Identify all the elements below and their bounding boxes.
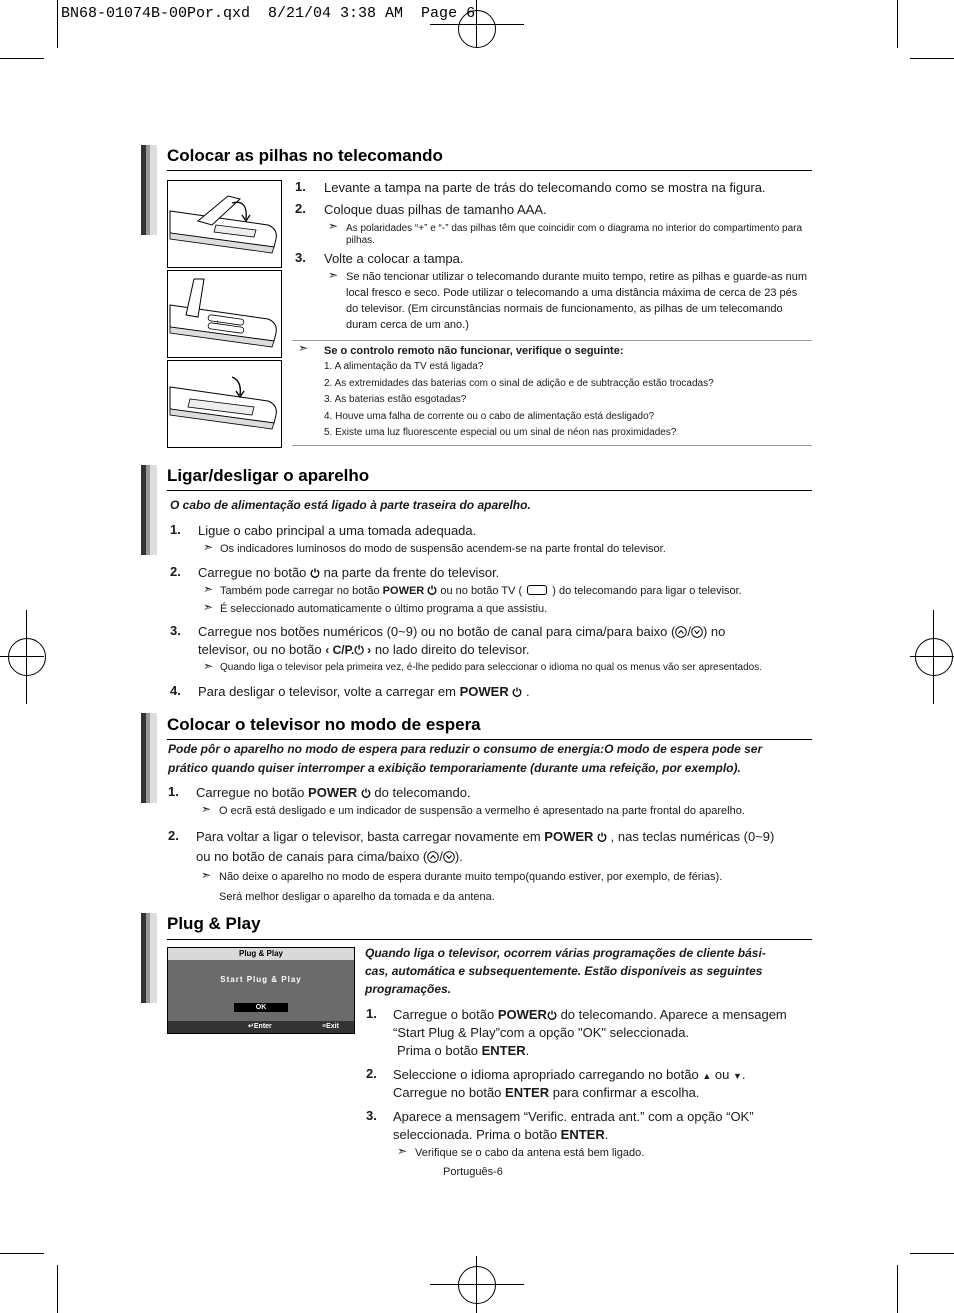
crop-mark — [910, 656, 954, 657]
crop-mark — [897, 1265, 898, 1313]
osd-exit-hint: ≡Exit — [322, 1023, 339, 1030]
osd-plug-and-play — [167, 947, 355, 1034]
section-bar — [141, 913, 157, 1003]
remote-illustration-batteries — [167, 270, 282, 358]
step-text: televisor, ou no botão ‹ C/P.⏻ › no lado direito do televisor. — [198, 642, 530, 657]
note-text: As polaridades “+” e “-” das pilhas têm que coincidir com o diagrama no interior do compartimento para pilhas. — [346, 223, 803, 246]
crop-mark — [26, 610, 27, 704]
section-intro: O cabo de alimentação está ligado à parte traseira do aparelho. — [170, 498, 531, 512]
registration-mark — [915, 638, 953, 676]
note-arrow-icon: ➣ — [203, 659, 214, 673]
section-title: Colocar o televisor no modo de espera — [167, 715, 481, 734]
page-footer: Português-6 — [443, 1166, 503, 1178]
osd-title: Plug & Play — [168, 948, 354, 960]
note-text: Verifique se o cabo da antena está bem ligado. — [415, 1147, 645, 1159]
divider — [292, 445, 812, 446]
power-icon — [547, 1010, 557, 1020]
remote-illustration-close-cover — [167, 360, 282, 448]
crop-mark — [0, 58, 44, 59]
step-text: Aparece a mensagem “Verific. entrada ant.” com a opção “OK” — [393, 1109, 754, 1124]
step-text: Carregue no botão POWER do telecomando. — [196, 785, 471, 800]
step-text: Para desligar o televisor, volte a carregar em POWER . — [198, 684, 530, 699]
step-text: ou no botão de canais para cima/baixo ( / ). — [196, 849, 463, 864]
osd-ok-button[interactable]: OK — [234, 1003, 288, 1012]
check-title: Se o controlo remoto não funcionar, verifique o seguinte: — [324, 345, 624, 357]
section-rule — [167, 490, 812, 491]
note-text: Será melhor desligar o aparelho da tomada e da antena. — [219, 891, 495, 903]
step-text: Carregue no botão ENTER para confirmar a escolha. — [393, 1085, 700, 1100]
crop-mark — [57, 1265, 58, 1313]
remote-illustration-open-cover — [167, 180, 282, 268]
arrow-down-icon: ▼ — [732, 1071, 742, 1081]
crop-mark — [933, 610, 934, 704]
crop-mark — [430, 24, 524, 25]
section-bar — [141, 145, 157, 235]
osd-footer — [168, 1021, 354, 1033]
section-intro: prático quando quiser interromper a exibição temporariamente (durante uma refeição, por exemplo). — [168, 761, 741, 775]
section-title: Colocar as pilhas no telecomando — [167, 146, 443, 165]
channel-down-icon — [443, 851, 455, 863]
step-number: 2. — [295, 201, 306, 216]
note-arrow-icon: ➣ — [201, 868, 212, 882]
step-text: Carregue nos botões numéricos (0~9) ou no botão de canal para cima/para baixo ( / ) no — [198, 624, 726, 639]
channel-up-icon — [427, 851, 439, 863]
note-arrow-icon: ➣ — [203, 582, 214, 596]
cp-button-icon: ‹ C/P.⏻ › — [325, 643, 372, 657]
channel-up-icon — [675, 626, 687, 638]
crop-mark — [0, 1253, 44, 1254]
note-arrow-icon: ➣ — [201, 802, 212, 816]
registration-mark — [458, 10, 496, 48]
step-number: 3. — [366, 1108, 377, 1123]
step-text: Coloque duas pilhas de tamanho AAA. — [324, 202, 547, 217]
check-item: 4. Houve uma falha de corrente ou o cabo de alimentação está desligado? — [324, 411, 655, 422]
step-text: Volte a colocar a tampa. — [324, 251, 464, 266]
channel-down-icon — [691, 626, 703, 638]
step-text: Prima o botão ENTER. — [397, 1043, 530, 1058]
power-icon — [361, 788, 371, 798]
tv-button-icon — [527, 585, 547, 595]
crop-mark — [430, 1284, 524, 1285]
step-number: 3. — [295, 250, 306, 265]
note-text: Não deixe o aparelho no modo de espera durante muito tempo(quando estiver, por exemplo, de férias). — [219, 871, 723, 883]
step-text: Levante a tampa na parte de trás do telecomando como se mostra na figura. — [324, 180, 766, 195]
note-arrow-icon: ➣ — [397, 1144, 408, 1158]
section-bar — [141, 465, 157, 555]
step-text: Para voltar a ligar o televisor, basta carregar novamente em POWER , nas teclas numéricas (0~9) — [196, 829, 775, 844]
step-number: 1. — [366, 1006, 377, 1021]
note-arrow-icon: ➣ — [328, 219, 339, 233]
step-text: “Start Plug & Play”com a opção "OK" seleccionada. — [393, 1025, 690, 1040]
registration-mark — [8, 638, 46, 676]
step-number: 2. — [366, 1066, 377, 1081]
section-bar — [141, 713, 157, 803]
note-arrow-icon: ➣ — [328, 268, 339, 282]
check-item: 5. Existe uma luz fluorescente especial ou um sinal de néon nas proximidades? — [324, 427, 677, 438]
step-text: Seleccione o idioma apropriado carregando no botão ▲ ou ▼. — [393, 1067, 746, 1082]
svg-text:+: + — [216, 320, 220, 326]
section-rule — [167, 939, 812, 940]
check-item: 2. As extremidades das baterias com o sinal de adição e de subtracção estão trocadas? — [324, 378, 714, 389]
note-arrow-icon: ➣ — [298, 341, 309, 355]
osd-message: Start Plug & Play — [220, 975, 302, 984]
step-text: Ligue o cabo principal a uma tomada adequada. — [198, 523, 477, 538]
step-number: 4. — [170, 683, 181, 698]
note-text: Também pode carregar no botão POWER ou no botão TV ( ) do telecomando para ligar o televisor. — [220, 585, 742, 597]
step-number: 2. — [170, 564, 181, 579]
power-icon — [310, 568, 320, 578]
step-number: 1. — [170, 522, 181, 537]
note-text: Se não tencionar utilizar o telecomando durante muito tempo, retire as pilhas e guarde-as num local fresco e seco. Pode utilizar o telecomando a uma distância máxima de cerca de 23 pés do televisor. (Em circunstâncias normais de funcionamento, as pilhas de um telecomando duram cerca de um ano.) — [346, 271, 808, 331]
power-icon — [512, 687, 522, 697]
step-number: 1. — [295, 179, 306, 194]
crop-mark — [57, 0, 58, 48]
note-arrow-icon: ➣ — [203, 540, 214, 554]
note-text: Quando liga o televisor pela primeira vez, é-lhe pedido para seleccionar o idioma no qual os menus vão ser apresentados. — [220, 662, 762, 673]
crop-mark — [0, 656, 44, 657]
section-title: Ligar/desligar o aparelho — [167, 466, 370, 485]
crop-mark — [910, 1253, 954, 1254]
step-text: Carregue o botão POWER do telecomando. Aparece a mensagem — [393, 1007, 787, 1022]
arrow-up-icon: ▲ — [702, 1071, 712, 1081]
crop-mark — [897, 0, 898, 48]
note-text: É seleccionado automaticamente o último programa a que assistiu. — [220, 603, 548, 615]
step-text: Carregue no botão na parte da frente do televisor. — [198, 565, 500, 580]
note-text: O ecrã está desligado e um indicador de suspensão a vermelho é apresentado na parte frontal do aparelho. — [219, 805, 745, 817]
divider — [292, 340, 812, 341]
note-text: Os indicadores luminosos do modo de suspensão acendem-se na parte frontal do televisor. — [220, 543, 666, 555]
section-intro: Pode pôr o aparelho no modo de espera para reduzir o consumo de energia:O modo de espera pode ser — [168, 742, 763, 756]
step-number: 3. — [170, 623, 181, 638]
check-item: 1. A alimentação da TV está ligada? — [324, 361, 484, 372]
power-icon — [597, 832, 607, 842]
step-text: seleccionada. Prima o botão ENTER. — [393, 1127, 609, 1142]
file-header: BN68-01074B-00Por.qxd 8/21/04 3:38 AM Page 6 — [61, 5, 476, 22]
power-icon — [427, 585, 437, 595]
check-item: 3. As baterias estão esgotadas? — [324, 394, 467, 405]
section-title: Plug & Play — [167, 914, 261, 933]
section-intro: Quando liga o televisor, ocorrem várias programações de cliente bási- cas, automática e subsequentemente. Estão disponíveis as seguintes programações. — [365, 946, 766, 996]
section-rule — [167, 170, 812, 171]
step-number: 1. — [168, 784, 179, 799]
step-number: 2. — [168, 828, 179, 843]
registration-mark — [458, 1266, 496, 1304]
osd-enter-hint: ↵Enter — [248, 1023, 272, 1030]
crop-mark — [910, 58, 954, 59]
note-arrow-icon: ➣ — [203, 600, 214, 614]
